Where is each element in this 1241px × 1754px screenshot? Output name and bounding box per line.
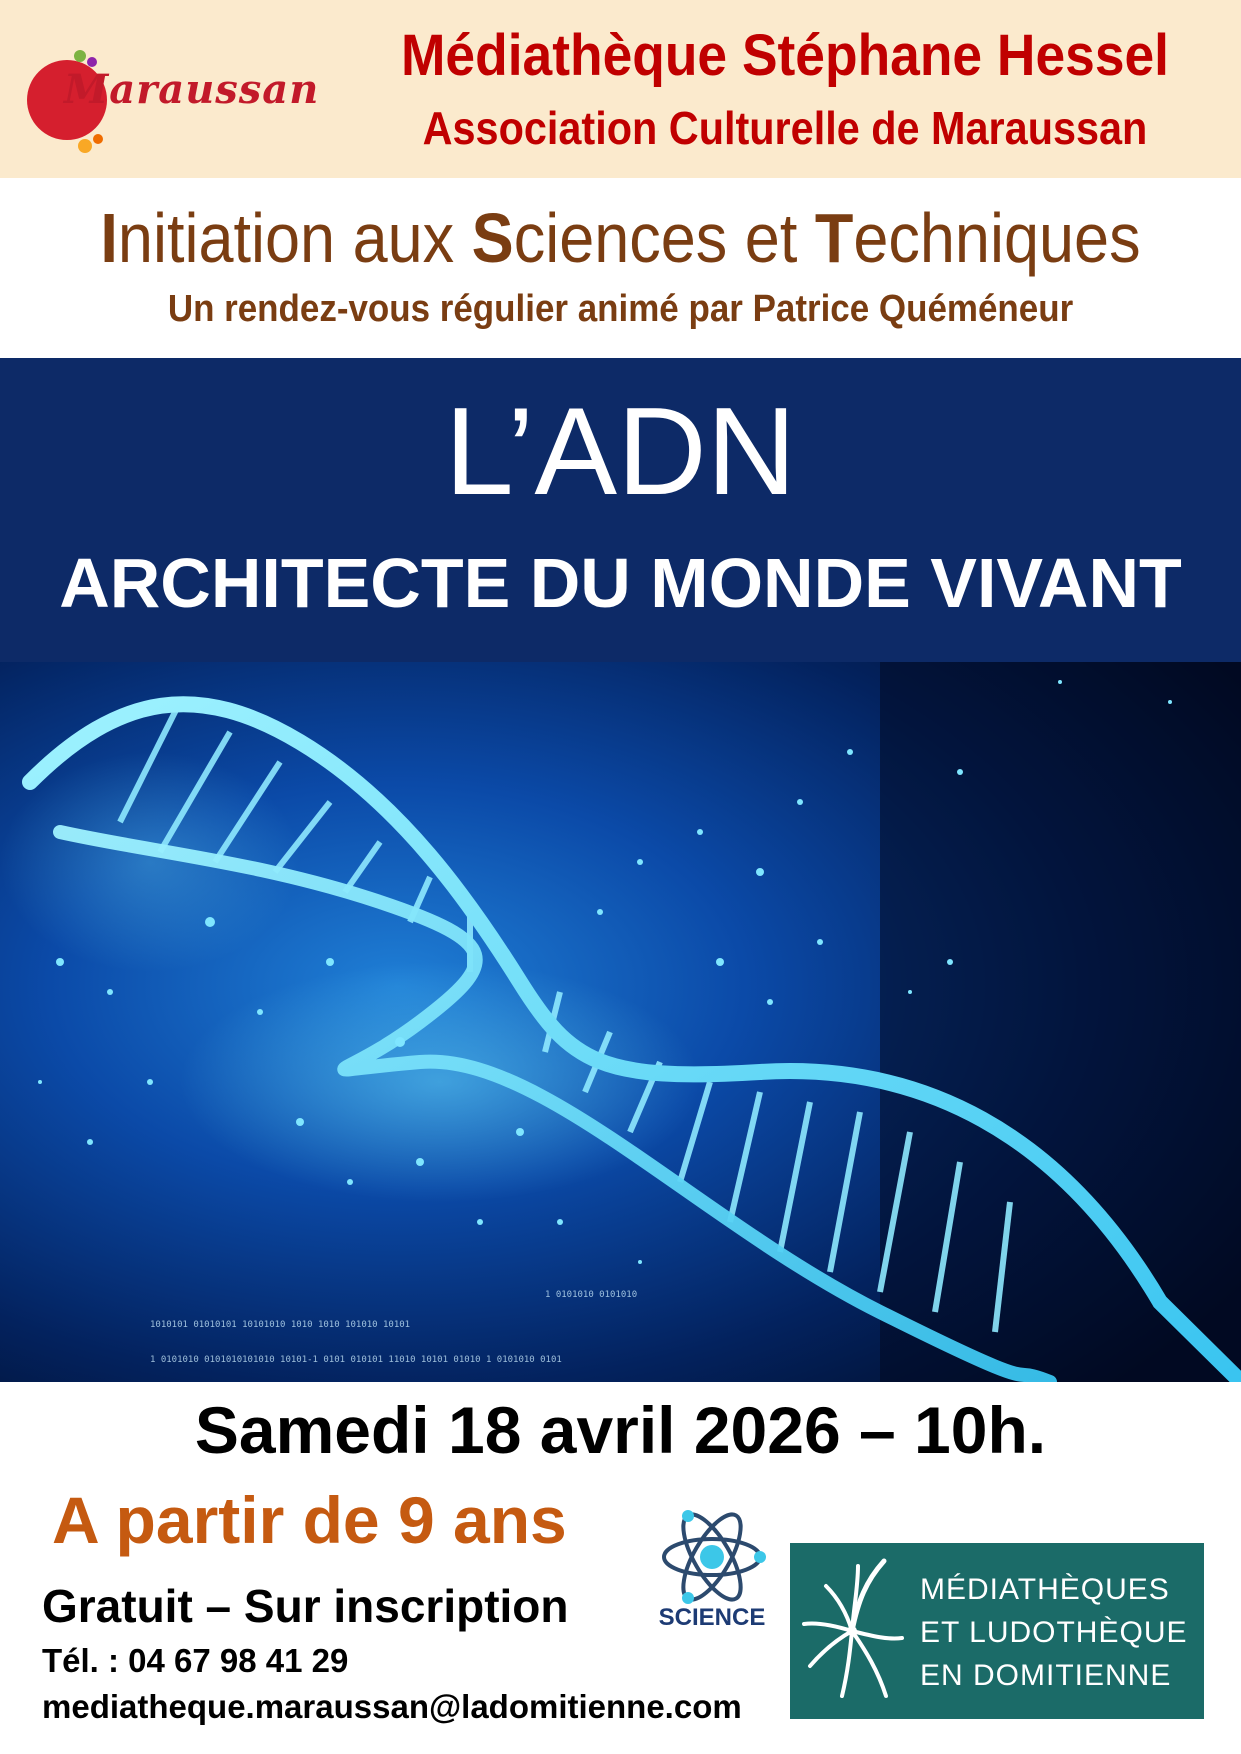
event-title: L’ADN: [444, 383, 797, 521]
event-subtitle: ARCHITECTE DU MONDE VIVANT: [59, 544, 1182, 622]
series-initial-s: S: [471, 199, 514, 277]
partner-line-3: EN DOMITIENNE: [920, 1659, 1172, 1692]
binary-line-3: 1 0101010 0101010101010 10101-1 0101 010101 11010 10101 01010 1 0101010 0101: [150, 1355, 562, 1365]
registration-info: Gratuit – Sur inscription: [42, 1580, 569, 1632]
series-initial-i: I: [100, 199, 118, 277]
binary-line-1: 1 0101010 0101010: [545, 1290, 638, 1300]
age-requirement: A partir de 9 ans: [52, 1483, 567, 1557]
science-icon-label: SCIENCE: [658, 1604, 766, 1631]
logo-wordmark: Maraussan: [64, 66, 320, 113]
series-initial-t: T: [814, 199, 854, 277]
phone-number[interactable]: Tél. : 04 67 98 41 29: [42, 1642, 349, 1679]
partner-line-2: ET LUDOTHÈQUE: [920, 1616, 1188, 1649]
email-address[interactable]: mediatheque.maraussan@ladomitienne.com: [42, 1688, 742, 1725]
series-word-2: ciences et: [513, 199, 815, 277]
organization-title: Médiathèque Stéphane Hessel: [400, 23, 1170, 88]
organization-subtitle: Association Culturelle de Maraussan: [422, 102, 1148, 154]
series-subtitle: Un rendez-vous régulier animé par Patrice Quéméneur: [167, 288, 1074, 330]
series-word-1: nitiation aux: [117, 199, 472, 277]
series-title: [62, 196, 1179, 280]
binary-line-2: 1010101 01010101 10101010 1010 1010 101010 10101: [150, 1320, 411, 1330]
partner-line-1: MÉDIATHÈQUES: [920, 1573, 1170, 1606]
series-word-3: echniques: [853, 199, 1141, 277]
starburst-icon: [796, 1556, 908, 1706]
dna-helix-image: [0, 662, 1241, 1382]
event-date: Samedi 18 avril 2026 – 10h.: [194, 1393, 1047, 1467]
